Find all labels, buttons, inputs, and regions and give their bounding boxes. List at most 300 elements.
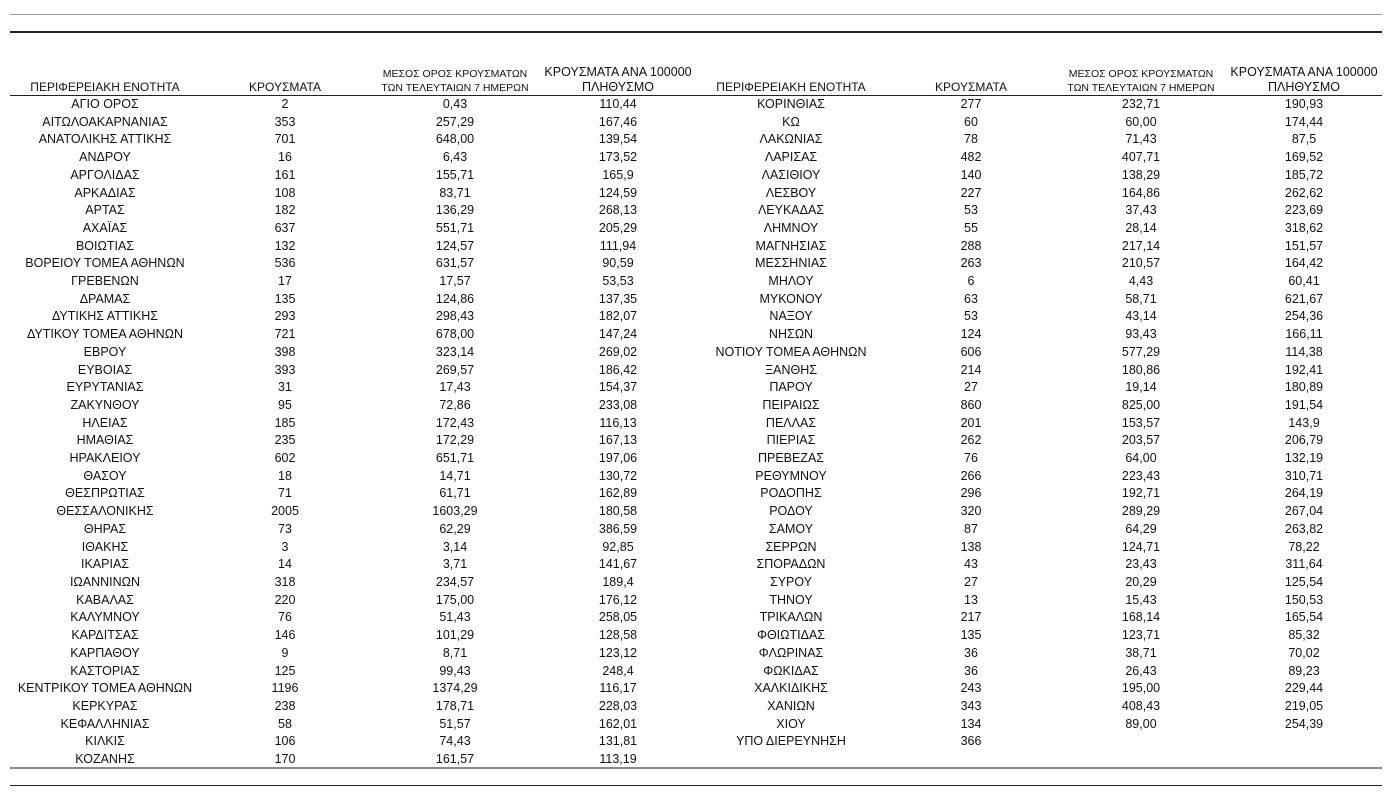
cell-region: ΕΥΡΥΤΑΝΙΑΣ <box>66 380 144 395</box>
cell-avg-7-days: 289,29 <box>1121 504 1161 519</box>
table-body-left <box>10 96 696 769</box>
table-row <box>10 344 696 362</box>
cell-per-100k: 167,13 <box>598 433 638 448</box>
cell-avg-7-days: 153,57 <box>1121 415 1161 430</box>
cell-avg-7-days: 101,29 <box>435 628 475 643</box>
cell-region: ΛΑΣΙΘΙΟΥ <box>761 167 821 182</box>
table-row <box>10 291 696 309</box>
cell-per-100k: 123,12 <box>598 645 638 660</box>
cell-avg-7-days: 123,71 <box>1121 628 1161 643</box>
table-row <box>696 131 1382 149</box>
cell-per-100k: 139,54 <box>598 132 638 147</box>
cell-cases: 293 <box>274 309 296 324</box>
cell-region: ΦΩΚΙΔΑΣ <box>763 663 819 678</box>
cell-avg-7-days: 1374,29 <box>432 681 478 696</box>
cell-region: ΧΙΟΥ <box>776 716 806 731</box>
cell-avg-7-days: 678,00 <box>435 327 475 342</box>
cell-avg-7-days: 1603,29 <box>432 504 478 519</box>
cell-avg-7-days: 58,71 <box>1125 291 1157 306</box>
cell-avg-7-days: 217,14 <box>1121 238 1161 253</box>
table-row <box>696 415 1382 433</box>
cell-cases: 125 <box>274 663 296 678</box>
cell-per-100k: 130,72 <box>598 468 638 483</box>
cell-cases: 262 <box>960 433 982 448</box>
cell-region: ΔΡΑΜΑΣ <box>79 291 131 306</box>
cell-region: ΜΗΛΟΥ <box>768 274 814 289</box>
cell-cases: 277 <box>960 97 982 111</box>
cell-avg-7-days: 37,43 <box>1125 203 1157 218</box>
table-row <box>10 415 696 433</box>
cell-per-100k: 233,08 <box>598 397 638 412</box>
cell-cases: 138 <box>960 539 982 554</box>
cell-region: ΗΛΕΙΑΣ <box>82 415 128 430</box>
cell-cases: 17 <box>278 274 292 289</box>
cell-avg-7-days: 38,71 <box>1125 645 1157 660</box>
cell-per-100k: 205,29 <box>598 220 638 235</box>
header-per100k-line1: ΚΡΟΥΣΜΑΤΑ ΑΝΑ 100000 <box>1230 65 1378 79</box>
table-row <box>10 114 696 132</box>
cell-avg-7-days: 577,29 <box>1121 344 1161 359</box>
cell-per-100k: 310,71 <box>1284 468 1324 483</box>
cell-avg-7-days: 551,71 <box>435 220 475 235</box>
cell-region: ΚΟΡΙΝΘΙΑΣ <box>757 97 825 111</box>
cell-region: ΘΕΣΠΡΩΤΙΑΣ <box>65 486 145 501</box>
cell-avg-7-days: 407,71 <box>1121 150 1161 165</box>
cell-avg-7-days: 648,00 <box>435 132 475 147</box>
cell-cases: 214 <box>960 362 982 377</box>
cell-avg-7-days: 155,71 <box>435 167 475 182</box>
table-row <box>696 273 1382 291</box>
cell-region: ΚΑΒΑΛΑΣ <box>76 592 134 607</box>
cell-cases: 637 <box>274 220 296 235</box>
header-avg-7-days <box>1056 60 1226 96</box>
cell-cases: 266 <box>960 468 982 483</box>
cell-per-100k: 174,44 <box>1284 114 1324 129</box>
cell-avg-7-days: 210,57 <box>1121 256 1161 271</box>
cell-region: ΡΕΘΥΜΝΟΥ <box>755 468 827 483</box>
table-left-half <box>10 60 696 769</box>
cell-region: ΛΑΚΩΝΙΑΣ <box>759 132 823 147</box>
cell-per-100k: 128,58 <box>598 628 638 643</box>
cell-cases: 71 <box>278 486 292 501</box>
cell-per-100k: 386,59 <box>598 521 638 536</box>
cell-region: ΒΟΡΕΙΟΥ ΤΟΜΕΑ ΑΘΗΝΩΝ <box>25 256 185 271</box>
cell-per-100k: 311,64 <box>1285 557 1323 572</box>
cell-cases: 217 <box>960 610 982 625</box>
cell-cases: 36 <box>964 645 978 660</box>
cell-avg-7-days: 61,71 <box>439 486 471 501</box>
cell-cases: 134 <box>960 716 982 731</box>
cell-per-100k: 223,69 <box>1284 203 1324 218</box>
cell-avg-7-days: 136,29 <box>435 203 475 218</box>
cell-region: ΧΑΛΚΙΔΙΚΗΣ <box>754 681 828 696</box>
cell-per-100k: 192,41 <box>1284 362 1324 377</box>
top-thick-rule <box>10 31 1382 33</box>
cell-per-100k: 78,22 <box>1288 539 1320 554</box>
table-row <box>696 114 1382 132</box>
table-row <box>10 273 696 291</box>
table-row <box>10 362 696 380</box>
table-row <box>10 202 696 220</box>
table-row <box>696 733 1382 751</box>
cell-cases: 60 <box>964 114 978 129</box>
cell-cases: 185 <box>274 415 296 430</box>
cell-cases: 27 <box>964 574 978 589</box>
cell-region: ΠΡΕΒΕΖΑΣ <box>757 451 825 466</box>
table-row <box>696 468 1382 486</box>
cell-region: ΤΡΙΚΑΛΩΝ <box>759 610 823 625</box>
table-row <box>696 609 1382 627</box>
cell-per-100k: 186,42 <box>598 362 638 377</box>
cell-region: ΛΑΡΙΣΑΣ <box>764 150 818 165</box>
table-row <box>696 202 1382 220</box>
table-row <box>696 698 1382 716</box>
cell-avg-7-days: 234,57 <box>435 574 475 589</box>
cell-cases: 76 <box>278 610 292 625</box>
cell-region: ΚΩ <box>782 114 800 129</box>
cell-per-100k: 318,62 <box>1284 220 1324 235</box>
table-row <box>10 485 696 503</box>
header-per100k-line1: ΚΡΟΥΣΜΑΤΑ ΑΝΑ 100000 <box>544 65 692 79</box>
header-per100k-line2: ΠΛΗΘΥΣΜΟ <box>1268 80 1340 94</box>
cell-region: ΣΑΜΟΥ <box>768 521 814 536</box>
cell-per-100k: 92,85 <box>602 539 634 554</box>
cell-avg-7-days: 168,14 <box>1121 610 1161 625</box>
cell-avg-7-days: 15,43 <box>1125 592 1157 607</box>
cell-per-100k: 191,54 <box>1284 397 1324 412</box>
cell-region: ΠΙΕΡΙΑΣ <box>766 433 816 448</box>
cell-cases: 393 <box>274 362 296 377</box>
cell-per-100k: 169,52 <box>1284 150 1324 165</box>
cases-table-right <box>696 60 1382 751</box>
cell-avg-7-days: 298,43 <box>435 309 475 324</box>
cell-cases: 76 <box>964 451 978 466</box>
table-row <box>10 255 696 273</box>
cell-avg-7-days <box>1056 733 1226 751</box>
header-row <box>10 60 696 96</box>
header-per100k-line2: ΠΛΗΘΥΣΜΟ <box>582 80 654 94</box>
table-row <box>10 220 696 238</box>
header-avg-line1: ΜΕΣΟΣ ΟΡΟΣ ΚΡΟΥΣΜΑΤΩΝ <box>382 68 528 80</box>
cell-avg-7-days: 19,14 <box>1125 380 1157 395</box>
cell-region: ΡΟΔΟΠΗΣ <box>760 486 822 501</box>
cell-cases: 343 <box>960 698 982 713</box>
table-row <box>696 503 1382 521</box>
cell-region: ΦΘΙΩΤΙΔΑΣ <box>756 628 826 643</box>
cell-cases: 135 <box>960 628 982 643</box>
cell-region: ΚΕΝΤΡΙΚΟΥ ΤΟΜΕΑ ΑΘΗΝΩΝ <box>17 681 193 696</box>
cell-avg-7-days: 138,29 <box>1121 167 1161 182</box>
cell-per-100k: 154,37 <box>598 380 638 395</box>
cell-avg-7-days: 89,00 <box>1125 716 1157 731</box>
table-row <box>10 326 696 344</box>
cell-region: ΚΑΛΥΜΝΟΥ <box>70 610 140 625</box>
bottom-thin-rule <box>10 785 1382 786</box>
cell-per-100k: 258,05 <box>598 610 638 625</box>
table-row <box>10 663 696 681</box>
cell-cases: 132 <box>274 238 296 253</box>
cell-region: ΚΟΖΑΝΗΣ <box>75 752 135 767</box>
header-avg-line1: ΜΕΣΟΣ ΟΡΟΣ ΚΡΟΥΣΜΑΤΩΝ <box>1068 68 1214 80</box>
table-row <box>696 680 1382 698</box>
cell-avg-7-days: 71,43 <box>1125 132 1157 147</box>
header-per-100k <box>540 60 696 96</box>
table-row <box>696 485 1382 503</box>
cell-region: ΑΡΚΑΔΙΑΣ <box>74 185 136 200</box>
cell-avg-7-days: 72,86 <box>439 397 471 412</box>
cell-avg-7-days: 651,71 <box>435 451 475 466</box>
table-row <box>696 432 1382 450</box>
cell-region: ΕΥΒΟΙΑΣ <box>77 362 133 377</box>
table-row <box>696 96 1382 114</box>
cell-region: ΛΕΥΚΑΔΑΣ <box>757 203 825 218</box>
table-row <box>10 379 696 397</box>
table-row <box>10 627 696 645</box>
cell-cases: 860 <box>960 397 982 412</box>
header-avg-line2: ΤΩΝ ΤΕΛΕΥΤΑΙΩΝ 7 ΗΜΕΡΩΝ <box>381 82 529 94</box>
cell-per-100k: 189,4 <box>602 574 634 589</box>
cell-per-100k: 167,46 <box>598 114 638 129</box>
cell-per-100k: 85,32 <box>1288 628 1320 643</box>
cell-region: ΚΑΣΤΟΡΙΑΣ <box>70 663 140 678</box>
cell-avg-7-days: 74,43 <box>439 734 471 749</box>
cell-per-100k: 180,89 <box>1284 380 1324 395</box>
table-row <box>10 592 696 610</box>
table-row <box>10 397 696 415</box>
cell-cases: 263 <box>960 256 982 271</box>
cell-region: ΘΕΣΣΑΛΟΝΙΚΗΣ <box>56 504 154 519</box>
table-row <box>696 149 1382 167</box>
header-region: ΠΕΡΙΦΕΡΕΙΑΚΗ ΕΝΟΤΗΤΑ <box>696 60 886 96</box>
cell-cases: 9 <box>281 645 289 660</box>
cell-avg-7-days: 0,43 <box>442 97 468 111</box>
table-row <box>10 185 696 203</box>
cell-per-100k: 197,06 <box>598 451 638 466</box>
cell-avg-7-days: 93,43 <box>1125 327 1157 342</box>
cell-region: ΠΑΡΟΥ <box>769 380 813 395</box>
cell-cases: 73 <box>278 521 292 536</box>
cell-avg-7-days: 195,00 <box>1121 681 1161 696</box>
cell-per-100k: 263,82 <box>1284 521 1324 536</box>
cell-cases: 31 <box>278 380 292 395</box>
cell-avg-7-days: 14,71 <box>439 468 471 483</box>
cell-avg-7-days: 192,71 <box>1121 486 1161 501</box>
cell-region: ΣΕΡΡΩΝ <box>765 539 817 554</box>
cell-region: ΝΑΞΟΥ <box>769 309 813 324</box>
table-row <box>10 716 696 734</box>
cell-per-100k: 143,9 <box>1288 415 1320 430</box>
cell-region: ΔΥΤΙΚΟΥ ΤΟΜΕΑ ΑΘΗΝΩΝ <box>26 327 184 342</box>
cell-per-100k: 162,89 <box>598 486 638 501</box>
table-row <box>10 645 696 663</box>
cell-per-100k: 114,38 <box>1285 344 1323 359</box>
cell-region: ΤΗΝΟΥ <box>769 592 813 607</box>
cell-per-100k: 621,67 <box>1284 291 1324 306</box>
cell-avg-7-days: 28,14 <box>1125 220 1157 235</box>
table-row <box>10 609 696 627</box>
cell-region: ΑΝΔΡΟΥ <box>79 150 131 165</box>
cell-per-100k: 173,52 <box>598 150 638 165</box>
table-row <box>696 255 1382 273</box>
table-row <box>10 432 696 450</box>
table-row <box>10 167 696 185</box>
cell-cases: 220 <box>274 592 296 607</box>
cell-avg-7-days: 124,57 <box>435 238 475 253</box>
cell-cases: 108 <box>274 185 296 200</box>
cell-region: ΥΠΟ ΔΙΕΡΕΥΝΗΣΗ <box>736 734 846 749</box>
cell-avg-7-days: 172,43 <box>435 415 475 430</box>
cell-region: ΑΡΤΑΣ <box>85 203 125 218</box>
cell-cases: 58 <box>278 716 292 731</box>
cell-per-100k: 151,57 <box>1284 238 1324 253</box>
table-row <box>10 539 696 557</box>
cell-avg-7-days: 99,43 <box>439 663 471 678</box>
cell-per-100k: 185,72 <box>1284 167 1324 182</box>
cell-cases: 16 <box>278 150 292 165</box>
cell-region: ΦΛΩΡΙΝΑΣ <box>758 645 824 660</box>
cell-per-100k: 89,23 <box>1288 663 1320 678</box>
cell-avg-7-days: 26,43 <box>1125 663 1157 678</box>
cell-region: ΙΩΑΝΝΙΝΩΝ <box>69 574 141 589</box>
cell-cases: 53 <box>964 203 978 218</box>
cell-per-100k: 228,03 <box>598 698 638 713</box>
cell-avg-7-days: 175,00 <box>435 592 475 607</box>
cell-region: ΠΕΙΡΑΙΩΣ <box>762 397 820 412</box>
cell-per-100k: 254,36 <box>1284 309 1324 324</box>
cell-avg-7-days: 60,00 <box>1125 114 1157 129</box>
cell-per-100k: 60,41 <box>1288 274 1320 289</box>
cell-avg-7-days: 408,43 <box>1121 698 1161 713</box>
table-row <box>696 238 1382 256</box>
cell-cases: 13 <box>964 592 978 607</box>
table-row <box>10 574 696 592</box>
cell-per-100k: 229,44 <box>1284 681 1324 696</box>
cell-per-100k: 206,79 <box>1284 433 1324 448</box>
cell-avg-7-days: 83,71 <box>439 185 471 200</box>
cell-region: ΑΧΑΪΑΣ <box>82 220 128 235</box>
cell-region: ΚΙΛΚΙΣ <box>85 734 125 749</box>
cell-cases: 398 <box>274 344 296 359</box>
cell-per-100k: 190,93 <box>1284 97 1324 111</box>
cell-per-100k: 248,4 <box>602 663 634 678</box>
cell-cases: 243 <box>960 681 982 696</box>
cell-per-100k: 165,9 <box>602 167 634 182</box>
table-row <box>696 592 1382 610</box>
cell-avg-7-days: 257,29 <box>435 114 475 129</box>
cell-avg-7-days: 23,43 <box>1125 557 1157 572</box>
header-avg-7-days <box>370 60 540 96</box>
cell-avg-7-days: 161,57 <box>435 752 475 767</box>
cell-region: ΑΝΑΤΟΛΙΚΗΣ ΑΤΤΙΚΗΣ <box>38 132 172 147</box>
table-row <box>696 574 1382 592</box>
cell-per-100k: 131,81 <box>598 734 638 749</box>
table-row <box>696 716 1382 734</box>
table-row <box>10 468 696 486</box>
cell-cases: 87 <box>964 521 978 536</box>
cell-per-100k: 219,05 <box>1284 698 1324 713</box>
table-row <box>696 521 1382 539</box>
cell-avg-7-days: 62,29 <box>439 521 471 536</box>
cell-region: ΜΑΓΝΗΣΙΑΣ <box>755 238 827 253</box>
cell-cases: 227 <box>960 185 982 200</box>
cell-region: ΣΠΟΡΑΔΩΝ <box>756 557 826 572</box>
cell-cases: 2005 <box>271 504 299 519</box>
cell-avg-7-days: 43,14 <box>1125 309 1157 324</box>
table-row <box>696 344 1382 362</box>
cell-cases: 14 <box>278 557 292 572</box>
cell-region: ΚΑΡΠΑΘΟΥ <box>70 645 140 660</box>
header-per-100k <box>1226 60 1382 96</box>
cell-region: ΛΗΜΝΟΥ <box>763 220 819 235</box>
cell-avg-7-days: 6,43 <box>442 150 468 165</box>
cell-cases: 288 <box>960 238 982 253</box>
cell-cases: 701 <box>274 132 296 147</box>
cell-per-100k: 267,04 <box>1284 504 1324 519</box>
cell-avg-7-days: 631,57 <box>435 256 475 271</box>
cell-per-100k: 53,53 <box>602 274 634 289</box>
cell-cases: 182 <box>274 203 296 218</box>
table-row <box>696 291 1382 309</box>
cell-cases: 318 <box>274 574 296 589</box>
cell-avg-7-days: 51,57 <box>439 716 471 731</box>
cell-per-100k: 132,19 <box>1284 451 1324 466</box>
cell-cases: 55 <box>964 220 978 235</box>
cell-cases: 135 <box>274 291 296 306</box>
cell-cases: 366 <box>960 734 982 749</box>
cell-region: ΔΥΤΙΚΗΣ ΑΤΤΙΚΗΣ <box>52 309 158 324</box>
cell-avg-7-days: 64,29 <box>1125 521 1157 536</box>
bottom-thick-rule <box>10 767 1382 769</box>
cell-avg-7-days: 3,71 <box>442 557 468 572</box>
cell-per-100k: 254,39 <box>1284 716 1324 731</box>
cell-per-100k: 87,5 <box>1291 132 1317 147</box>
table-row <box>696 326 1382 344</box>
cell-cases: 235 <box>274 433 296 448</box>
table-row <box>696 379 1382 397</box>
cell-per-100k: 264,19 <box>1284 486 1324 501</box>
cell-avg-7-days: 3,14 <box>442 539 468 554</box>
cell-cases: 124 <box>960 327 982 342</box>
table-row <box>10 503 696 521</box>
cell-cases: 1196 <box>271 681 299 696</box>
cell-cases: 3 <box>281 539 289 554</box>
cell-avg-7-days: 269,57 <box>435 362 475 377</box>
header-cases: ΚΡΟΥΣΜΑΤΑ <box>886 60 1056 96</box>
cell-cases: 536 <box>274 256 296 271</box>
table-row <box>10 149 696 167</box>
cell-avg-7-days: 164,86 <box>1121 185 1161 200</box>
cell-region: ΗΡΑΚΛΕΙΟΥ <box>69 451 141 466</box>
cell-cases: 721 <box>274 327 296 342</box>
cell-cases: 6 <box>967 274 975 289</box>
cell-region: ΜΥΚΟΝΟΥ <box>759 291 823 306</box>
cell-per-100k: 176,12 <box>598 592 638 607</box>
cell-per-100k: 141,67 <box>598 557 638 572</box>
table-row <box>10 521 696 539</box>
cell-region: ΛΕΣΒΟΥ <box>765 185 817 200</box>
cell-avg-7-days: 8,71 <box>442 645 468 660</box>
cell-per-100k: 116,13 <box>599 415 637 430</box>
cell-cases: 201 <box>960 415 982 430</box>
cell-region: ΓΡΕΒΕΝΩΝ <box>71 274 139 289</box>
top-thin-rule <box>10 14 1382 15</box>
cell-region: ΑΡΓΟΛΙΔΑΣ <box>70 167 140 182</box>
cell-per-100k: 137,35 <box>598 291 638 306</box>
cell-region: ΜΕΣΣΗΝΙΑΣ <box>755 256 827 271</box>
table-row <box>10 733 696 751</box>
cell-cases: 53 <box>964 309 978 324</box>
cell-region: ΝΟΤΙΟΥ ΤΟΜΕΑ ΑΘΗΝΩΝ <box>715 344 867 359</box>
